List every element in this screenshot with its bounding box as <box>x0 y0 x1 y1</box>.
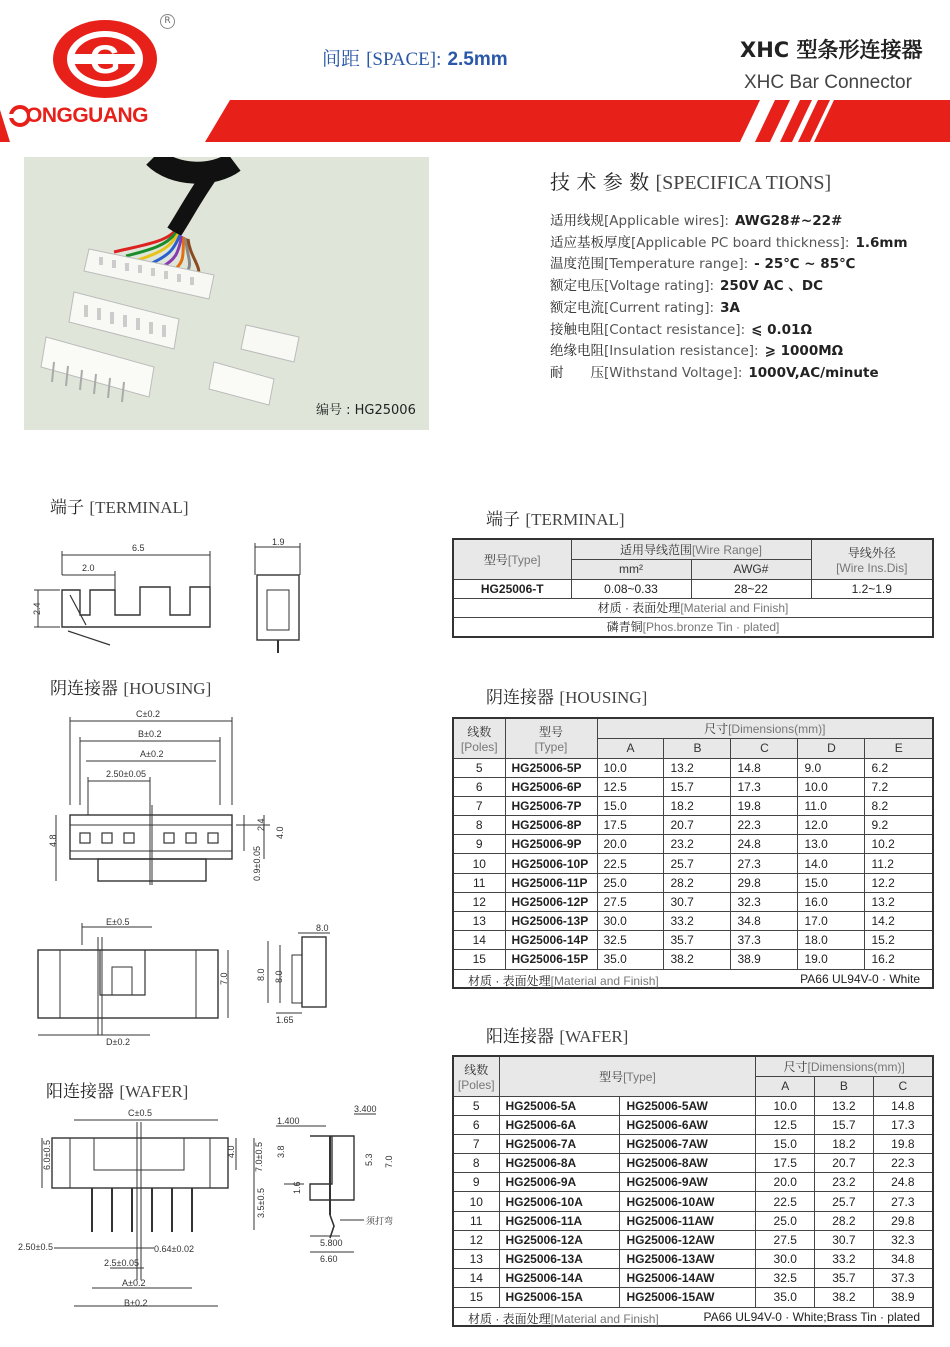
housing-col-type: 型号 [Type] <box>505 718 597 758</box>
spec-label-en: [Applicable PC board thickness]: <box>631 234 850 251</box>
spec-label-en: [Contact resistance]: <box>604 321 746 338</box>
table-row: 9 HG25006-9P 20.0 23.2 24.8 13.0 10.2 <box>453 835 933 854</box>
housing-dim-2-4: 2.4 <box>256 818 266 831</box>
table-row: 12 HG25006-12P 27.5 30.7 32.3 16.0 13.2 <box>453 892 933 911</box>
specs-title-en: [SPECIFICA TIONS] <box>655 172 832 194</box>
table-row: 15 HG25006-15A HG25006-15AW 35.0 38.2 38.9 <box>453 1288 933 1307</box>
wafer-material-value: PA66 UL94V-0 · White;Brass Tin · plated <box>703 1309 920 1324</box>
specs-title-cn: 技 术 参 数 <box>550 170 650 194</box>
housing-material-row <box>453 969 933 988</box>
table-row: 14 HG25006-14P 32.5 35.7 37.3 18.0 15.2 <box>453 931 933 950</box>
specs-title <box>550 166 831 195</box>
housing-dim-1-65: 1.65 <box>276 1015 294 1025</box>
housing-material-label: 材质 · 表面处理[Material and Finish] <box>468 973 659 988</box>
spec-label-cn: 接触电阻 <box>550 321 604 338</box>
registered-mark-icon: R <box>160 14 175 29</box>
housing-col-b: B <box>664 738 731 758</box>
terminal-heading-left: 端子 [TERMINAL] <box>50 498 189 518</box>
wafer-note-bend: 须打弯 <box>366 1216 394 1226</box>
table-row: 15 HG25006-15P 35.0 38.2 38.9 19.0 16.2 <box>453 950 933 969</box>
spec-label-en: [Temperature range]: <box>604 256 749 273</box>
housing-col-e: E <box>865 738 933 758</box>
table-row: 5 HG25006-5A HG25006-5AW 10.0 13.2 14.8 <box>453 1096 933 1115</box>
wafer-col-a: A <box>756 1076 815 1096</box>
housing-dim-4-0: 4.0 <box>275 826 285 839</box>
table-row: 6 HG25006-6P 12.5 15.7 17.3 10.0 7.2 <box>453 777 933 796</box>
housing-drawing <box>20 705 330 1055</box>
spec-label-en: [Voltage rating]: <box>604 278 715 295</box>
terminal-dim-2-0: 2.0 <box>82 563 95 573</box>
wafer-dim-6-0: 6.0±0.5 <box>42 1140 52 1170</box>
spec-label-cn: 适用线规 <box>550 213 604 229</box>
wafer-dim-5-3: 5.3 <box>364 1153 374 1166</box>
spec-item <box>550 231 908 251</box>
spec-label-cn: 额定电流 <box>550 299 604 316</box>
table-row: 9 HG25006-9A HG25006-9AW 20.0 23.2 24.8 <box>453 1173 933 1192</box>
wafer-dim-6-60: 6.60 <box>320 1254 338 1264</box>
wafer-heading-right: 阳连接器 [WAFER] <box>486 1027 629 1047</box>
brand-swirl-icon <box>8 104 30 128</box>
terminal-col-type: 型号[Type] <box>453 539 571 579</box>
terminal-dim-6-5: 6.5 <box>132 543 145 553</box>
wafer-dim-4-0: 4.0 <box>226 1145 236 1158</box>
spec-value: - 25℃ ~ 85℃ <box>754 256 856 273</box>
spacing-spec <box>322 44 508 71</box>
spacing-label-en: [SPACE]: <box>366 49 442 70</box>
housing-dim-e: E±0.5 <box>106 917 130 927</box>
spacing-label-cn: 间距 <box>322 48 361 70</box>
wafer-heading-left: 阳连接器 [WAFER] <box>46 1082 189 1102</box>
wafer-col-type: 型号[Type] <box>499 1056 756 1096</box>
spec-item <box>550 209 842 229</box>
table-row: 11 HG25006-11P 25.0 28.2 29.8 15.0 12.2 <box>453 873 933 892</box>
title-en: XHC Bar Connector <box>744 72 912 93</box>
product-code: 编号 : HG25006 <box>316 403 416 418</box>
product-photo <box>24 157 429 430</box>
wafer-dim-1-6: 1.6 <box>292 1181 302 1194</box>
housing-table <box>452 717 934 989</box>
spec-label-en: [Current rating]: <box>604 299 715 316</box>
housing-dim-4-8: 4.8 <box>48 834 58 847</box>
spec-item <box>550 252 855 272</box>
wafer-dim-5-800: 5.800 <box>320 1238 343 1248</box>
spec-label-en: [Withstand Voltage]: <box>604 364 743 381</box>
table-row: 5 HG25006-5P 10.0 13.2 14.8 9.0 6.2 <box>453 758 933 777</box>
wafer-dim-a: A±0.2 <box>122 1278 146 1288</box>
wafer-table <box>452 1055 934 1327</box>
wafer-dim-3-5: 3.5±0.5 <box>256 1188 266 1218</box>
terminal-drawing <box>20 535 320 660</box>
wafer-drawing <box>14 1100 400 1325</box>
spec-label-cn: 绝缘电阻 <box>550 343 604 360</box>
housing-dim-d: D±0.2 <box>106 1037 130 1047</box>
spec-item <box>550 296 740 316</box>
terminal-col-dia: 导线外径 [Wire Ins.Dis] <box>811 539 933 579</box>
spec-value: 1000V,AC/minute <box>748 364 879 381</box>
housing-dim-7-0: 8.0 <box>274 970 284 983</box>
housing-col-poles: 线数 [Poles] <box>453 718 505 758</box>
wafer-dim-7-0-side: 7.0 <box>384 1155 394 1168</box>
housing-col-a: A <box>597 738 664 758</box>
spec-label-en: [Applicable wires]: <box>604 213 729 229</box>
wafer-col-poles: 线数 [Poles] <box>453 1056 499 1096</box>
terminal-col-awg: AWG# <box>691 559 811 579</box>
brand-name: ONGGUANG <box>26 104 148 127</box>
housing-dim-a: A±0.2 <box>140 749 164 759</box>
spec-value: ⩾ 1000MΩ <box>764 343 844 360</box>
table-row: 10 HG25006-10A HG25006-10AW 22.5 25.7 27.3 <box>453 1192 933 1211</box>
spec-label-cn: 额定电压 <box>550 278 604 295</box>
terminal-table <box>452 538 934 638</box>
table-row: 6 HG25006-6A HG25006-6AW 12.5 15.7 17.3 <box>453 1115 933 1134</box>
wafer-col-c: C <box>873 1076 933 1096</box>
terminal-col-mm: mm² <box>571 559 691 579</box>
wafer-dim-0-64: 0.64±0.02 <box>154 1244 194 1254</box>
wafer-material-row <box>453 1307 933 1326</box>
table-row: 7 HG25006-7A HG25006-7AW 15.0 18.2 19.8 <box>453 1134 933 1153</box>
table-row: 13 HG25006-13P 30.0 33.2 34.8 17.0 14.2 <box>453 912 933 931</box>
spec-item <box>550 318 812 338</box>
spec-value: AWG28#~22# <box>734 213 843 229</box>
spec-label-cn: 耐 压 <box>550 364 604 381</box>
housing-dim-0-9: 0.9±0.05 <box>252 846 262 881</box>
table-row: 10 HG25006-10P 22.5 25.7 27.3 14.0 11.2 <box>453 854 933 873</box>
spec-item <box>550 361 879 381</box>
wafer-col-dim: 尺寸[Dimensions(mm)] <box>756 1056 933 1076</box>
housing-col-c: C <box>731 738 798 758</box>
spec-item <box>550 339 843 359</box>
spec-value: 1.6mm <box>855 234 908 251</box>
terminal-dim-2-4: 2.4 <box>32 602 42 615</box>
wafer-dim-c: C±0.5 <box>128 1108 152 1118</box>
terminal-heading-right: 端子 [TERMINAL] <box>486 510 625 530</box>
housing-dim-c: C±0.2 <box>136 709 160 719</box>
housing-dim-8-0-front: 7.0 <box>219 972 229 985</box>
housing-heading-right: 阴连接器 [HOUSING] <box>486 688 648 708</box>
wafer-dim-3-8: 3.8 <box>276 1145 286 1158</box>
band-stripes <box>200 100 950 142</box>
wafer-material-label: 材质 · 表面处理[Material and Finish] <box>468 1311 659 1326</box>
spec-label-cn: 适应基板厚度 <box>550 234 631 251</box>
brand-logo <box>50 18 160 100</box>
housing-col-d: D <box>798 738 865 758</box>
wafer-dim-2-5: 2.5±0.05 <box>104 1258 139 1268</box>
table-row: 11 HG25006-11A HG25006-11AW 25.0 28.2 29.8 <box>453 1211 933 1230</box>
spec-value: 250V AC 、DC <box>720 278 824 295</box>
wafer-dim-7-0: 7.0±0.5 <box>254 1142 264 1172</box>
table-row: 7 HG25006-7P 15.0 18.2 19.8 11.0 8.2 <box>453 796 933 815</box>
spec-label-cn: 温度范围 <box>550 256 604 273</box>
spec-value: ⩽ 0.01Ω <box>751 321 812 338</box>
housing-dim-b: B±0.2 <box>138 729 162 739</box>
housing-dim-8-0-side: 8.0 <box>316 923 329 933</box>
spec-item <box>550 274 823 294</box>
terminal-col-range: 适用导线范围[Wire Range] <box>571 539 811 559</box>
spec-value: 3A <box>720 299 740 316</box>
terminal-material-label: 材质 · 表面处理[Material and Finish] <box>453 598 933 617</box>
table-row: 8 HG25006-8A HG25006-8AW 17.5 20.7 22.3 <box>453 1154 933 1173</box>
spacing-value: 2.5mm <box>447 49 508 70</box>
terminal-dim-1-9: 1.9 <box>272 537 285 547</box>
table-row: 12 HG25006-12A HG25006-12AW 27.5 30.7 32.3 <box>453 1230 933 1249</box>
housing-heading-left: 阴连接器 [HOUSING] <box>50 679 212 699</box>
housing-dim-8-0-height: 8.0 <box>256 968 266 981</box>
table-row: HG25006-T 0.08~0.33 28~22 1.2~1.9 <box>453 579 933 598</box>
wafer-dim-3-400: 3.400 <box>354 1104 377 1114</box>
terminal-material-value: 磷青铜[Phos.bronze Tin · plated] <box>453 617 933 636</box>
table-row: 13 HG25006-13A HG25006-13AW 30.0 33.2 34.8 <box>453 1250 933 1269</box>
title-cn: XHC 型条形连接器 <box>740 38 923 62</box>
wafer-dim-1-400: 1.400 <box>277 1116 300 1126</box>
housing-dim-pitch: 2.50±0.05 <box>106 769 146 779</box>
logo-letter: G <box>89 38 121 82</box>
housing-col-dim: 尺寸[Dimensions(mm)] <box>597 718 933 738</box>
spec-label-en: [Insulation resistance]: <box>604 343 759 360</box>
table-row: 14 HG25006-14A HG25006-14AW 32.5 35.7 37.3 <box>453 1269 933 1288</box>
housing-material-value: PA66 UL94V-0 · White <box>800 971 920 986</box>
wafer-dim-2-50: 2.50±0.5 <box>18 1242 53 1252</box>
wafer-col-b: B <box>815 1076 874 1096</box>
wafer-dim-b: B±0.2 <box>124 1298 148 1308</box>
table-row: 8 HG25006-8P 17.5 20.7 22.3 12.0 9.2 <box>453 816 933 835</box>
